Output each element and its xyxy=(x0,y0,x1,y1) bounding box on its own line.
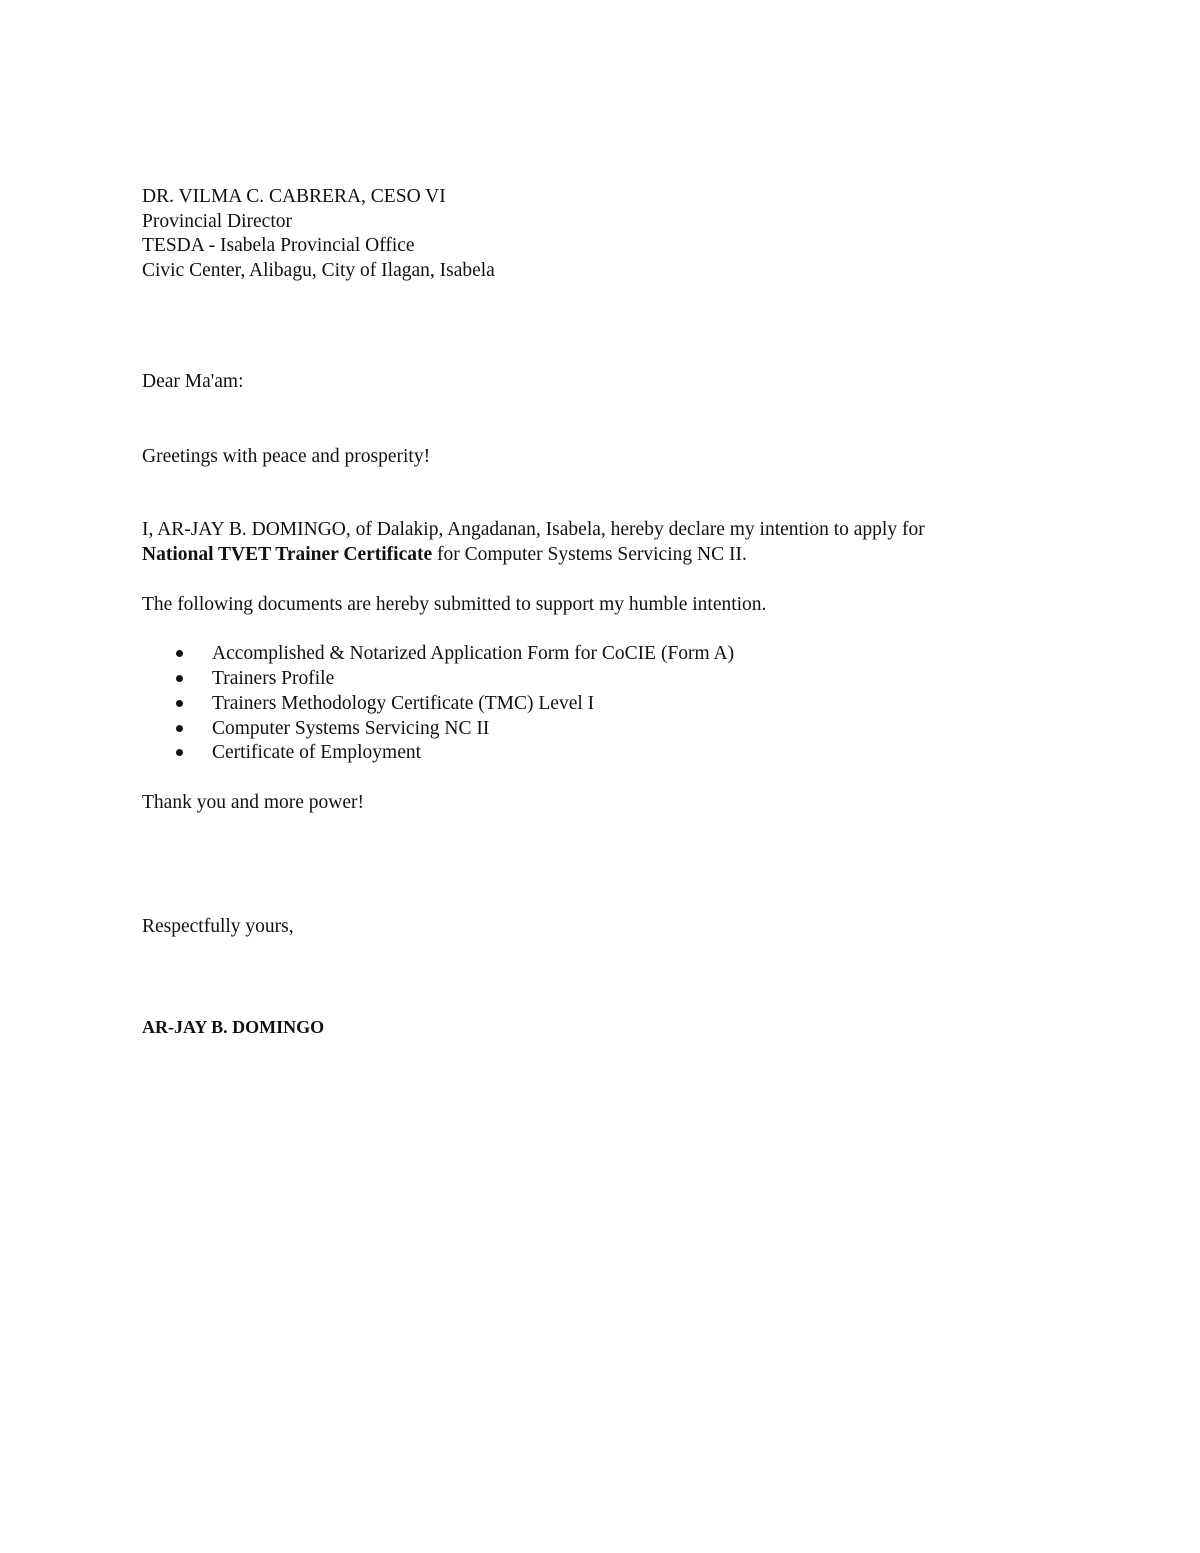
intent-line-2 xyxy=(142,542,747,567)
complimentary-close: Respectfully yours, xyxy=(142,916,294,937)
certificate-title: National TVET Trainer Certificate xyxy=(142,544,433,565)
closing-remark: Thank you and more power! xyxy=(142,792,365,813)
list-item-text: Trainers Profile xyxy=(212,668,335,689)
bullet-icon xyxy=(176,725,183,732)
signatory-name: AR-JAY B. DOMINGO xyxy=(142,1017,325,1037)
list-item-text: Computer Systems Servicing NC II xyxy=(212,718,490,739)
bullet-icon xyxy=(176,675,183,682)
bullet-icon xyxy=(176,700,183,707)
salutation: Dear Ma'am: xyxy=(142,371,244,392)
list-item-text: Certificate of Employment xyxy=(212,742,422,763)
intent-line-2-rest: for Computer Systems Servicing NC II. xyxy=(432,544,747,565)
greeting: Greetings with peace and prosperity! xyxy=(142,446,431,467)
intent-line-1: I, AR-JAY B. DOMINGO, of Dalakip, Angadanan, Isabela, hereby declare my intention to apply for xyxy=(142,519,925,540)
addressee-name: DR. VILMA C. CABRERA, CESO VI xyxy=(142,186,446,207)
addressee-office: TESDA - Isabela Provincial Office xyxy=(142,235,415,256)
addressee-address: Civic Center, Alibagu, City of Ilagan, Isabela xyxy=(142,260,495,281)
bullet-icon xyxy=(176,749,183,756)
list-item-text: Trainers Methodology Certificate (TMC) Level I xyxy=(212,693,595,714)
bullet-icon xyxy=(176,650,183,657)
addressee-position: Provincial Director xyxy=(142,211,292,232)
list-item-text: Accomplished & Notarized Application Form for CoCIE (Form A) xyxy=(212,643,735,664)
documents-intro: The following documents are hereby submitted to support my humble intention. xyxy=(142,594,767,615)
